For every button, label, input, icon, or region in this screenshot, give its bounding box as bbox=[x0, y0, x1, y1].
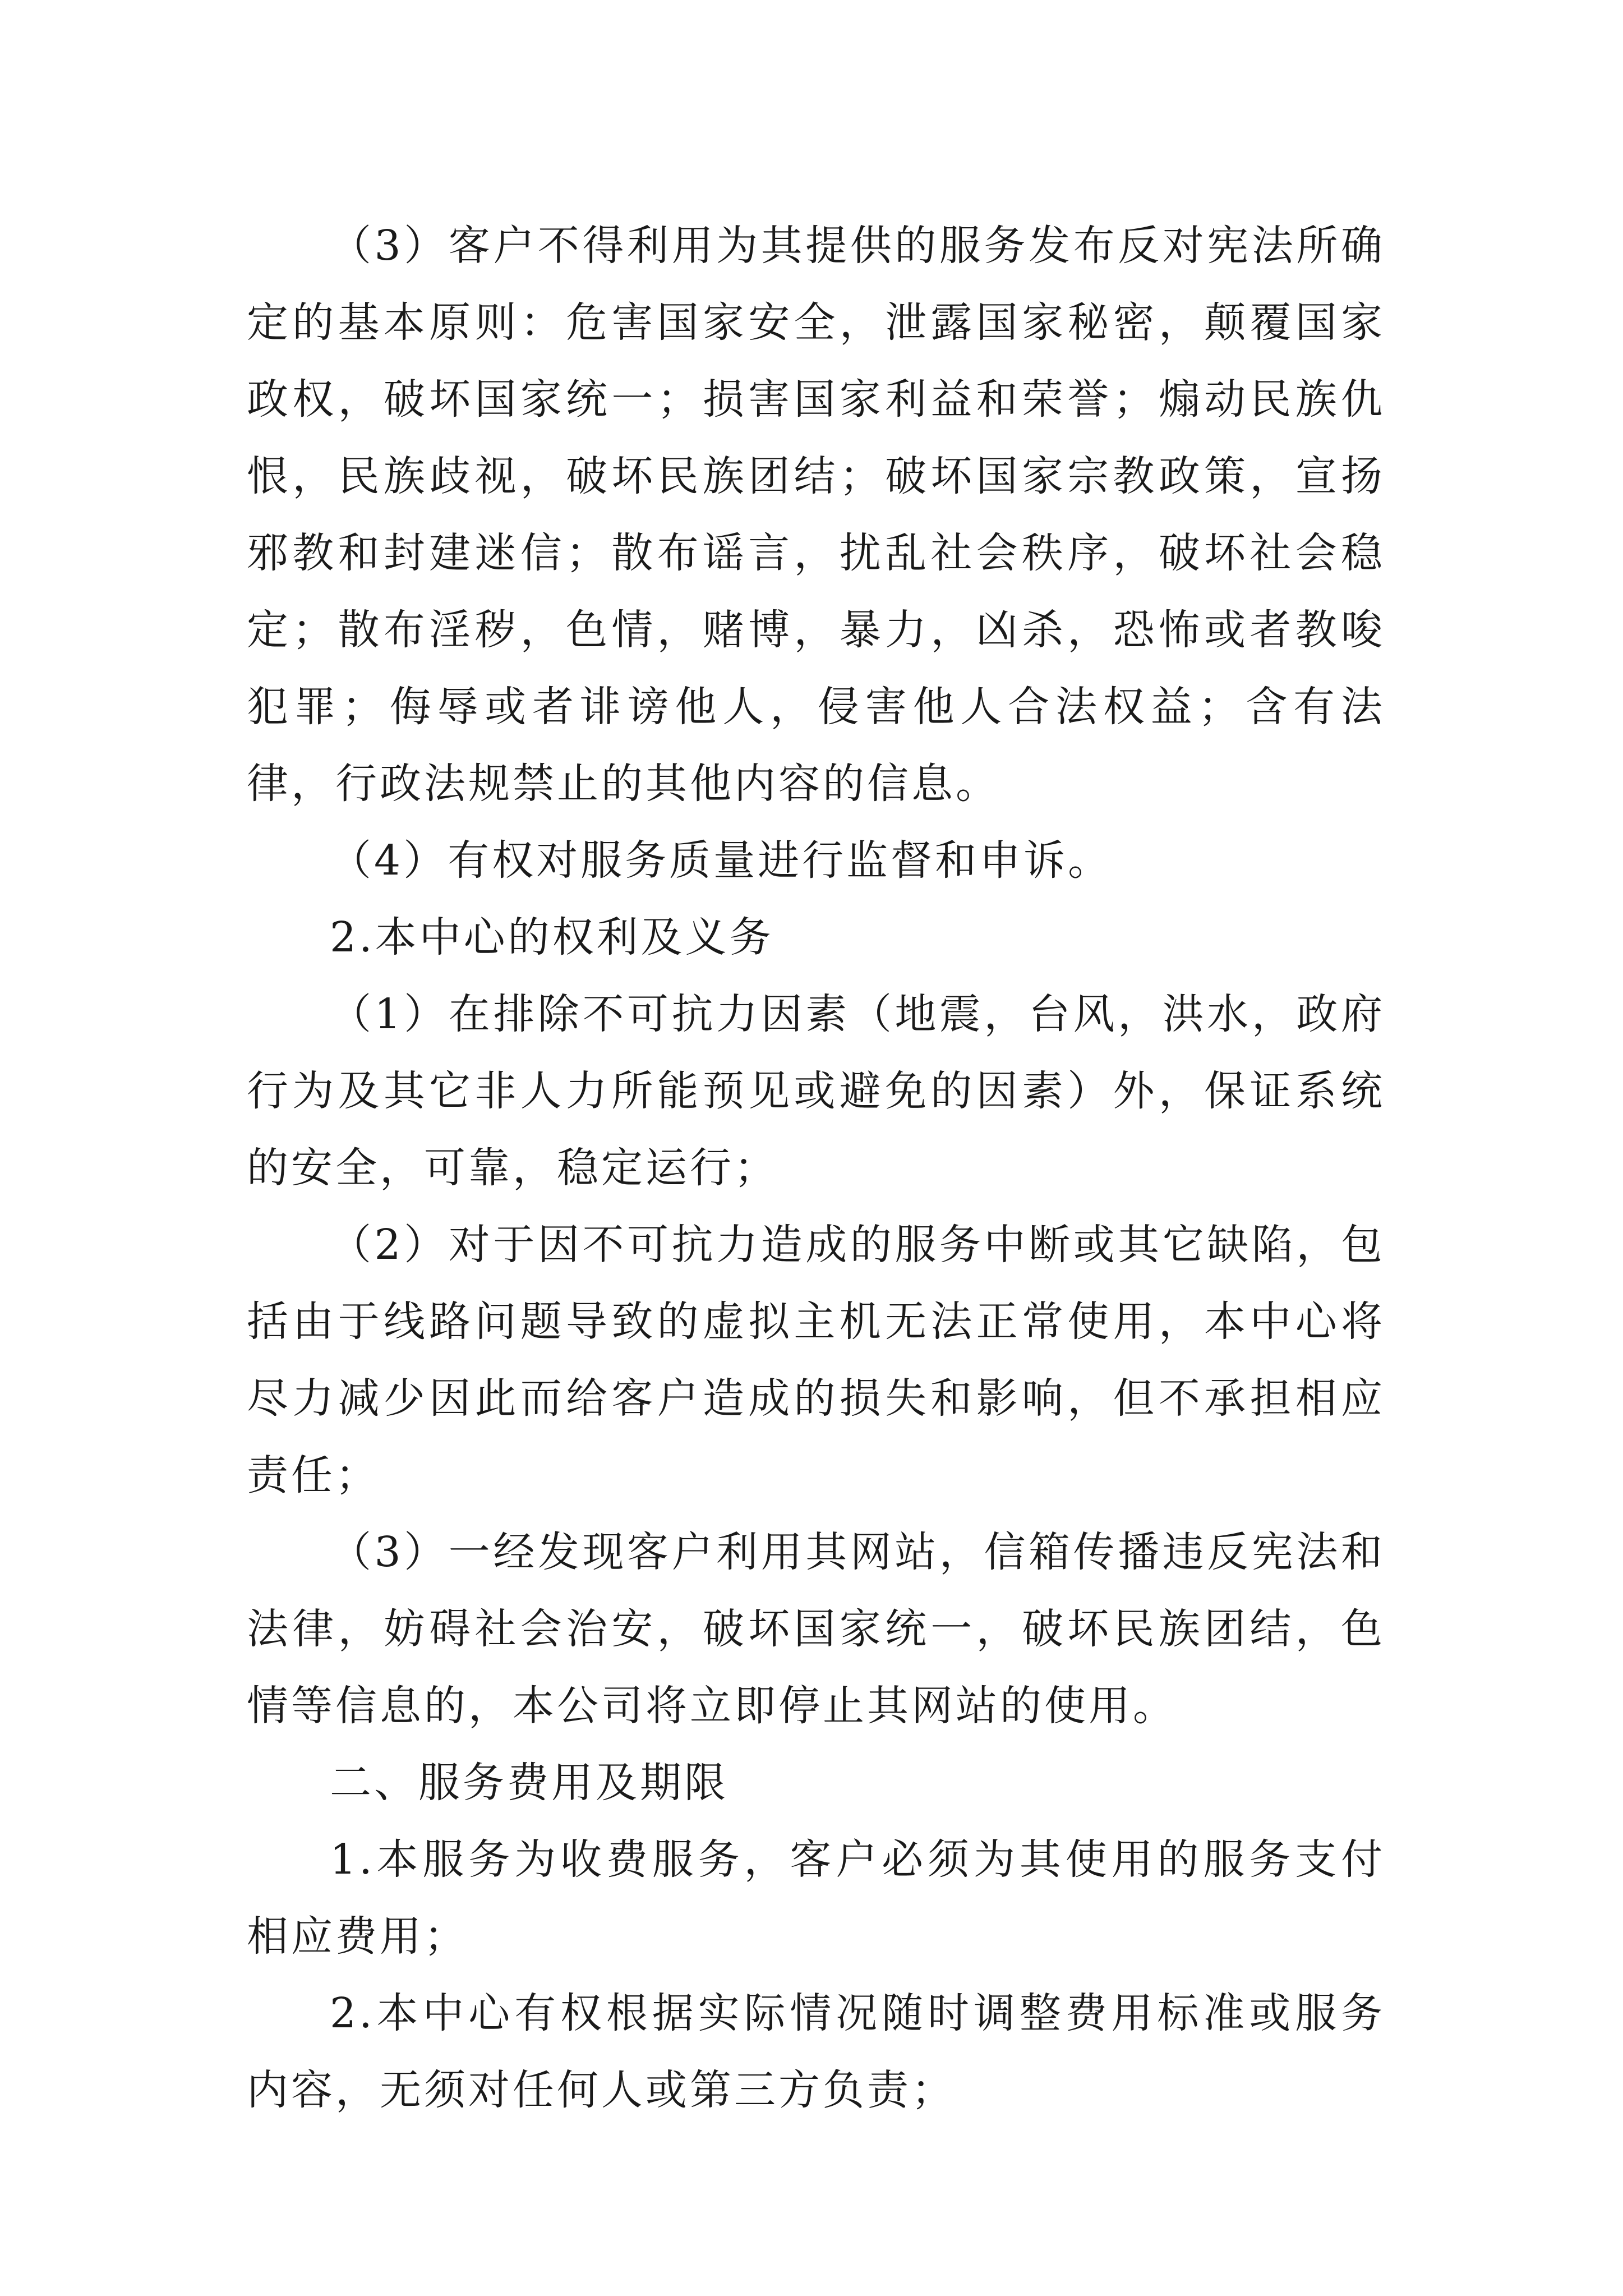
paragraph-center-duty-3: （3）一经发现客户利用其网站，信箱传播违反宪法和法律，妨碍社会治安，破坏国家统一，破坏民族团结，色情等信息的，本公司将立即停止其网站的使用。 bbox=[247, 1528, 1385, 1730]
paragraph-client-right-4: （4）有权对服务质量进行监督和申诉。 bbox=[330, 836, 1113, 885]
section-heading-fees: 二、服务费用及期限 bbox=[330, 1759, 728, 1807]
paragraph-fee-2: 2.本中心有权根据实际情况随时调整费用标准或服务内容，无须对任何人或第三方负责； bbox=[247, 1989, 1385, 2114]
paragraph-center-duty-1: （1）在排除不可抗力因素（地震，台风，洪水，政府行为及其它非人力所能预见或避免的因素）外，保证系统的安全，可靠，稳定运行； bbox=[247, 990, 1385, 1192]
paragraph-fee-1: 1.本服务为收费服务，客户必须为其使用的服务支付相应费用； bbox=[247, 1835, 1385, 1961]
document-body bbox=[247, 208, 1385, 2129]
paragraph-center-duty-2: （2）对于因不可抗力造成的服务中断或其它缺陷，包括由于线路问题导致的虚拟主机无法正常使用，本中心将尽力减少因此而给客户造成的损失和影响，但不承担相应责任； bbox=[247, 1221, 1385, 1499]
section-heading-center-rights: 2.本中心的权利及义务 bbox=[330, 913, 774, 961]
paragraph-client-obligation-3: （3）客户不得利用为其提供的服务发布反对宪法所确定的基本原则：危害国家安全，泄露国家秘密，颠覆国家政权，破坏国家统一；损害国家利益和荣誉；煽动民族仇恨，民族歧视，破坏民族团结；破坏国家宗教政策，宣扬邪教和封建迷信；散布谣言，扰乱社会秩序，破坏社会稳定；散布淫秽，色情，赌博，暴力，凶杀，恐怖或者教唆犯罪；侮辱或者诽谤他人，侵害他人合法权益；含有法律，行政法规禁止的其他内容的信息。 bbox=[247, 222, 1385, 808]
